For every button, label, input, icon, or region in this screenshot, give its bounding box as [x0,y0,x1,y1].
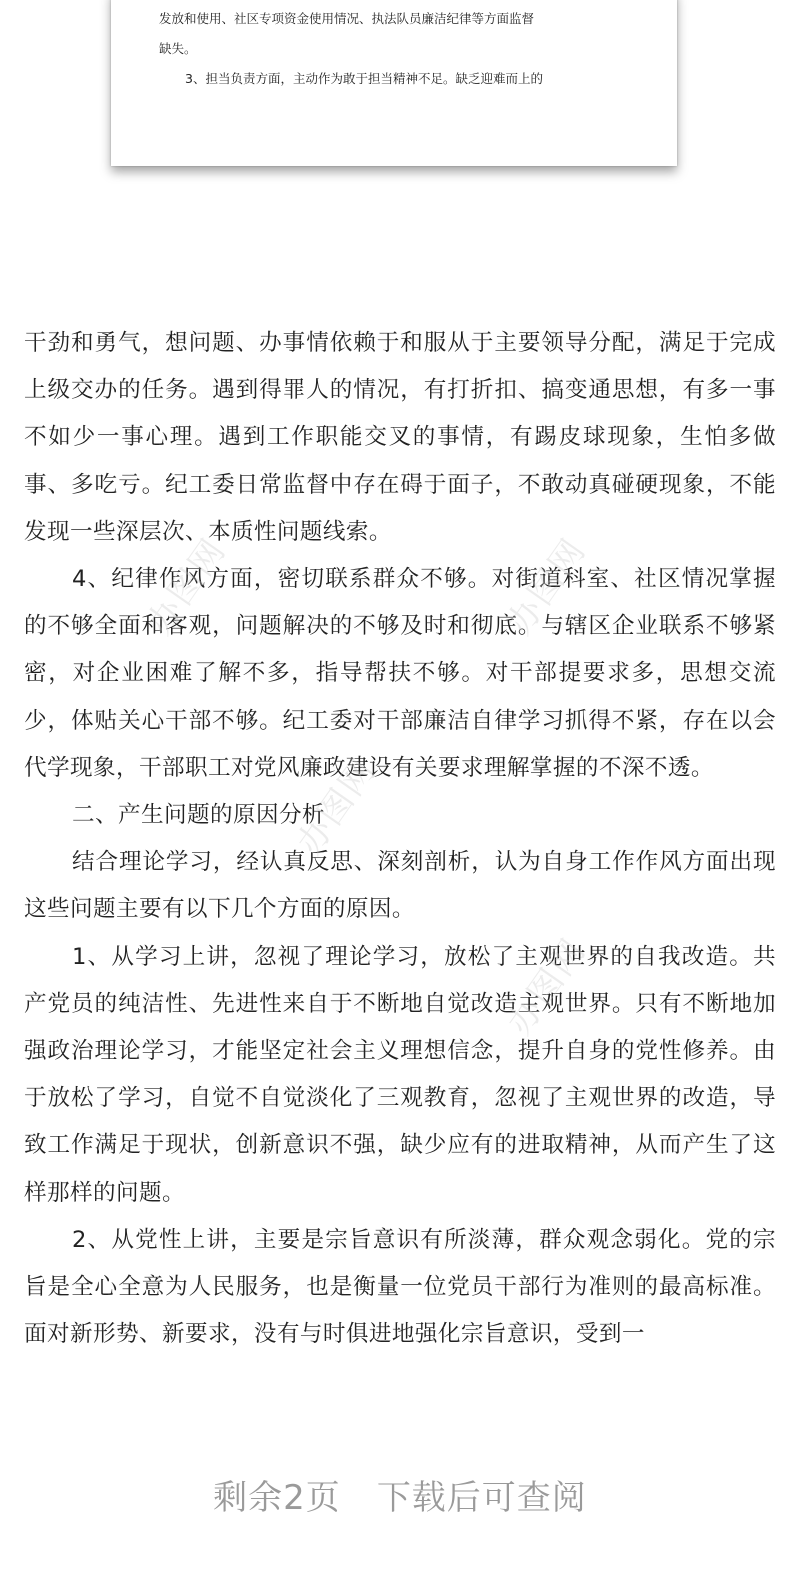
document-body [24,320,776,1358]
download-to-view-label: 下载后可查阅 [376,1478,587,1518]
preview-line: 发放和使用、社区专项资金使用情况、执法队员廉洁纪律等方面监督 [159,11,535,26]
paragraph: 4、纪律作风方面，密切联系群众不够。对街道科室、社区情况掌握的不够全面和客观，问题解决的不够及时和彻底。与辖区企业联系不够紧密，对企业困难了解不多，指导帮扶不够。对干部提要求多，思想交流少，体贴关心干部不够。纪工委对干部廉洁自律学习抓得不紧，存在以会代学现象，干部职工对党风廉政建设有关要求理解掌握的不深不透。 [24,566,776,781]
preview-line: 3、担当负责方面，主动作为敢于担当精神不足。缺乏迎难而上的 [185,71,543,86]
document-preview-card [111,0,677,166]
watermark: 办图网 [139,530,235,643]
watermark: 办图网 [289,750,385,863]
watermark: 办图网 [499,930,595,1043]
paragraph: 1、从学习上讲，忽视了理论学习，放松了主观世界的自我改造。共产党员的纯洁性、先进性来自于不断地自觉改造主观世界。只有不断地加强政治理论学习，才能坚定社会主义理想信念，提升自身的党性修养。由于放松了学习，自觉不自觉淡化了三观教育，忽视了主观世界的改造，导致工作满足于现状，创新意识不强，缺少应有的进取精神，从而产生了这样那样的问题。 [24,943,776,1206]
watermark: 办图网 [499,530,595,643]
download-prompt[interactable] [0,1470,800,1519]
remaining-pages-label: 剩余2页 [213,1478,341,1518]
paragraph: 干劲和勇气，想问题、办事情依赖于和服从于主要领导分配，满足于完成上级交办的任务。遇到得罪人的情况，有打折扣、搞变通思想，有多一事不如少一事心理。遇到工作职能交叉的事情，有踢皮球现象，生怕多做事、多吃亏。纪工委日常监督中存在碍于面子，不敢动真碰硬现象，不能发现一些深层次、本质性问题线索。 [24,330,776,545]
section-heading: 二、产生问题的原因分析 [72,802,325,829]
preview-line: 缺失。 [159,41,197,56]
preview-text [159,4,647,94]
paragraph: 2、从党性上讲，主要是宗旨意识有所淡薄，群众观念弱化。党的宗旨是全心全意为人民服务，也是衡量一位党员干部行为准则的最高标准。面对新形势、新要求，没有与时俱进地强化宗旨意识，受到一 [24,1226,776,1348]
paragraph: 结合理论学习，经认真反思、深刻剖析，认为自身工作作风方面出现这些问题主要有以下几个方面的原因。 [24,849,776,923]
